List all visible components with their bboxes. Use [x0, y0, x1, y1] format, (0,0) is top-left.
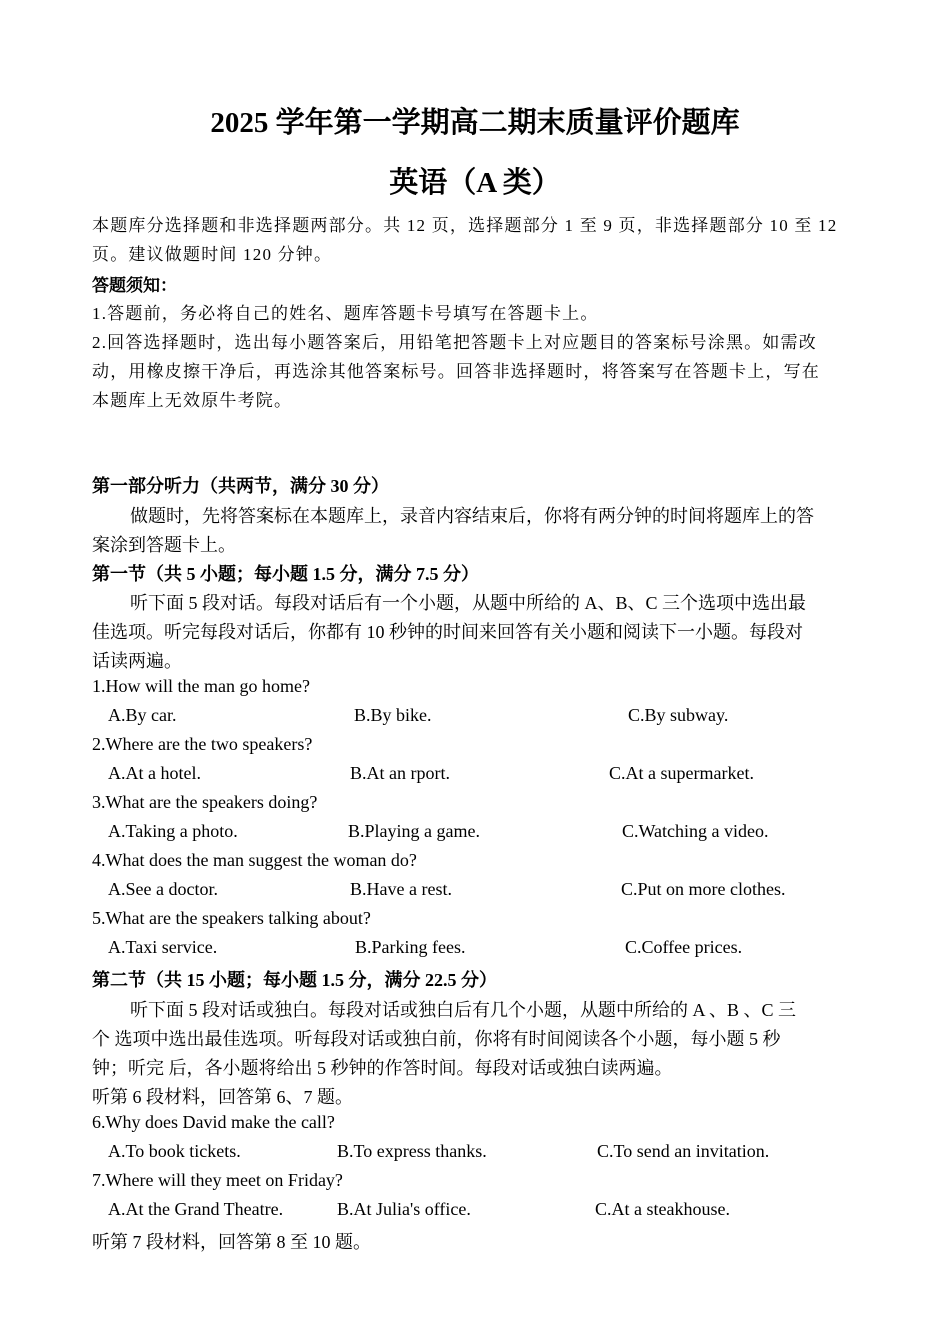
page-title: 2025 学年第一学期高二期末质量评价题库 [210, 107, 740, 139]
section1-desc-line-1: 听下面 5 段对话。每段对话后有一个小题，从题中所给的 A、B、C 三个选项中选出最 [130, 593, 807, 613]
option-4b: B.Have a rest. [350, 879, 452, 899]
option-1a: A.By car. [108, 705, 177, 725]
intro-line-2: 页。建议做题时间 120 分钟。 [92, 245, 333, 264]
option-4a: A.See a doctor. [108, 879, 218, 899]
option-7b: B.At Julia's office. [337, 1199, 471, 1219]
option-5a: A.Taxi service. [108, 937, 218, 957]
option-3c: C.Watching a video. [622, 821, 769, 841]
option-7c: C.At a steakhouse. [595, 1199, 730, 1219]
option-6b: B.To express thanks. [337, 1141, 487, 1161]
section2-heading: 第二节（共 15 小题；每小题 1.5 分，满分 22.5 分） [92, 970, 497, 990]
page-subtitle: 英语（A 类） [389, 167, 561, 199]
section2-desc-line-3: 钟；听完 后，各小题将给出 5 秒钟的作答时间。每段对话或独白读两遍。 [92, 1058, 673, 1078]
option-5b: B.Parking fees. [355, 937, 466, 957]
option-2a: A.At a hotel. [108, 763, 201, 783]
section2-desc-line-1: 听下面 5 段对话或独白。每段对话或独白后有几个小题，从题中所给的 A 、B 、C 三 [130, 1000, 797, 1020]
notes-item-2-line-2: 动，用橡皮擦干净后，再选涂其他答案标号。回答非选择题时，将答案写在答题卡上，写在 [92, 362, 820, 381]
question-7: 7.Where will they meet on Friday? [92, 1170, 343, 1190]
section1-desc-line-3: 话读两遍。 [92, 651, 182, 671]
option-1c: C.By subway. [628, 705, 729, 725]
part1-heading: 第一部分听力（共两节，满分 30 分） [92, 476, 389, 496]
option-6a: A.To book tickets. [108, 1141, 241, 1161]
part1-desc-line-1: 做题时，先将答案标在本题库上，录音内容结束后，你将有两分钟的时间将题库上的答 [130, 506, 814, 526]
question-6: 6.Why does David make the call? [92, 1112, 335, 1132]
section1-heading: 第一节（共 5 小题；每小题 1.5 分，满分 7.5 分） [92, 564, 479, 584]
question-4: 4.What does the man suggest the woman do? [92, 850, 417, 870]
section2-desc-line-2: 个 选项中选出最佳选项。听每段对话或独白前，你将有时间阅读各个小题，每小题 5 秒 [92, 1029, 781, 1049]
option-2b: B.At an rport. [350, 763, 450, 783]
material-6-instruction: 听第 6 段材料，回答第 6、7 题。 [92, 1087, 353, 1107]
option-5c: C.Coffee prices. [625, 937, 743, 957]
question-5: 5.What are the speakers talking about? [92, 908, 371, 928]
option-3a: A.Taking a photo. [108, 821, 238, 841]
option-7a: A.At the Grand Theatre. [108, 1199, 284, 1219]
option-6c: C.To send an invitation. [597, 1141, 770, 1161]
option-4c: C.Put on more clothes. [621, 879, 786, 899]
intro-line-1: 本题库分选择题和非选择题两部分。共 12 页，选择题部分 1 至 9 页，非选择题部分 10 至 12 [92, 216, 838, 235]
section1-desc-line-2: 佳选项。听完每段对话后，你都有 10 秒钟的时间来回答有关小题和阅读下一小题。每段对 [92, 622, 803, 642]
notes-item-2-line-1: 2.回答选择题时，选出每小题答案后，用铅笔把答题卡上对应题目的答案标号涂黑。如需改 [92, 333, 817, 352]
part1-desc-line-2: 案涂到答题卡上。 [92, 535, 236, 555]
notes-item-1: 1.答题前，务必将自己的姓名、题库答题卡号填写在答题卡上。 [92, 304, 599, 323]
material-7-instruction: 听第 7 段材料，回答第 8 至 10 题。 [92, 1232, 371, 1252]
notes-heading: 答题须知： [92, 276, 177, 295]
option-3b: B.Playing a game. [348, 821, 480, 841]
notes-item-2-line-3: 本题库上无效原牛考院。 [92, 391, 293, 410]
option-1b: B.By bike. [354, 705, 432, 725]
question-3: 3.What are the speakers doing? [92, 792, 318, 812]
option-2c: C.At a supermarket. [609, 763, 754, 783]
question-1: 1.How will the man go home? [92, 676, 310, 696]
question-2: 2.Where are the two speakers? [92, 734, 313, 754]
